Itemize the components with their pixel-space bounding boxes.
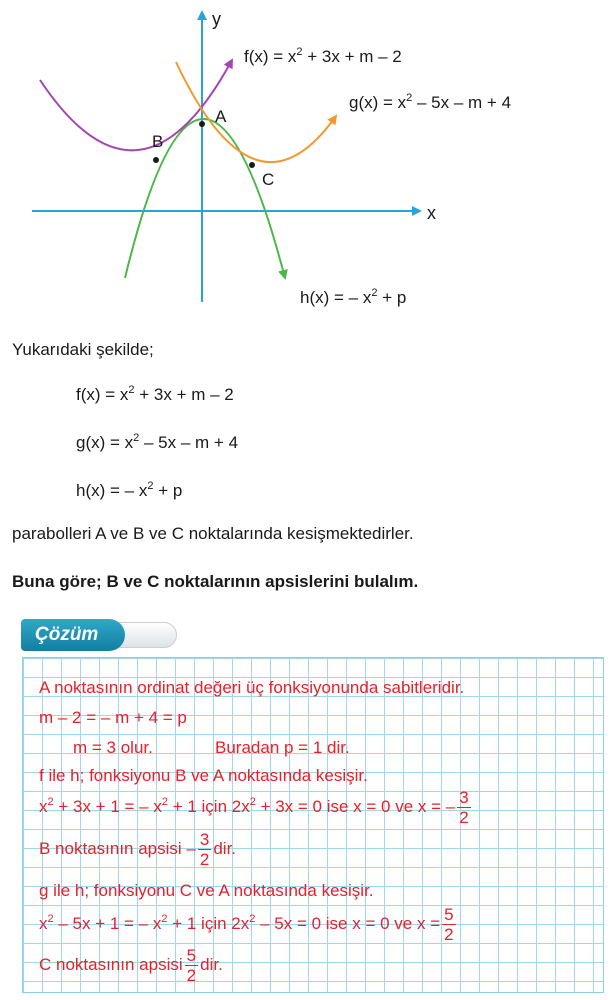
h-parabola [125, 119, 285, 278]
equation-g: $g(x) = x^2 - 5x - m + 4$ [76, 432, 239, 452]
solution-line-4: f ile h; fonksiyonu B ve A noktasında kesişir. [39, 766, 368, 785]
equation-f: $f(x) = x^2 + 3x + m - 2$ [76, 384, 234, 404]
point-b-dot [153, 157, 159, 163]
point-a-label: A [215, 107, 227, 126]
condition-text: parabolleri A ve B ve C noktalarında kesişmektedirler. [12, 524, 414, 543]
parabola-graph [0, 0, 615, 330]
fraction: $\frac{5}{2}$ [186, 946, 197, 985]
point-c-label: C [262, 170, 275, 189]
point-a-dot [199, 121, 205, 127]
point-c-dot [249, 162, 255, 168]
f-function-label: $f(x) = x^2 + 3x + m - 2$ [244, 46, 402, 66]
solution-line-3a: m = 3 olur. [73, 738, 153, 757]
h-function-label: h(x) = – $x^2 + p$ [300, 287, 407, 307]
solution-box [22, 657, 604, 993]
solution-line-1: A noktasının ordinat değeri üç fonksiyonunda sabitleridir. [39, 678, 465, 697]
fraction: $\frac{3}{2}$ [459, 788, 469, 827]
solution-line-3b: Buradan p = 1 dir. [215, 738, 350, 757]
solution-badge [21, 619, 179, 651]
equation-h: h(x) = – $x^2 + p$ [76, 480, 183, 500]
badge-label: Çözüm [21, 619, 125, 651]
point-b-label: B [152, 132, 164, 151]
question-text: Buna göre; B ve C noktalarının apsislerini bulalım. [12, 572, 419, 591]
solution-line-2: m – 2 = – m + 4 = p [39, 708, 187, 727]
y-axis-label: y [212, 9, 221, 29]
solution-line-6: B noktasının apsisi – $\frac{3}{2}$ dir. [39, 830, 237, 869]
g-function-label: $g(x) = x^2 - 5x - m + 4$ [349, 92, 512, 112]
solution-line-8: $x^2 - 5x + 1$ = – $x^2 + 1$ için $2x^2 - 5x = 0$ ise x = 0 ve x = $\frac{5}{2}$ [39, 905, 454, 944]
fraction: $\frac{3}{2}$ [199, 830, 210, 869]
solution-line-7: g ile h; fonksiyonu C ve A noktasında kesişir. [39, 881, 374, 900]
fraction: $\frac{5}{2}$ [444, 905, 454, 944]
g-parabola [176, 62, 336, 162]
intro-text: Yukarıdaki şekilde; [12, 340, 154, 359]
solution-line-5: $x^2 + 3x + 1$ = – $x^2 + 1$ için $2x^2 + 3x = 0$ ise x = 0 ve x = – $\frac{3}{2}$ [39, 788, 469, 827]
x-axis-label: x [427, 203, 436, 223]
f-parabola [40, 60, 232, 150]
solution-line-9: C noktasının apsisi $\frac{5}{2}$ dir. [39, 946, 223, 985]
